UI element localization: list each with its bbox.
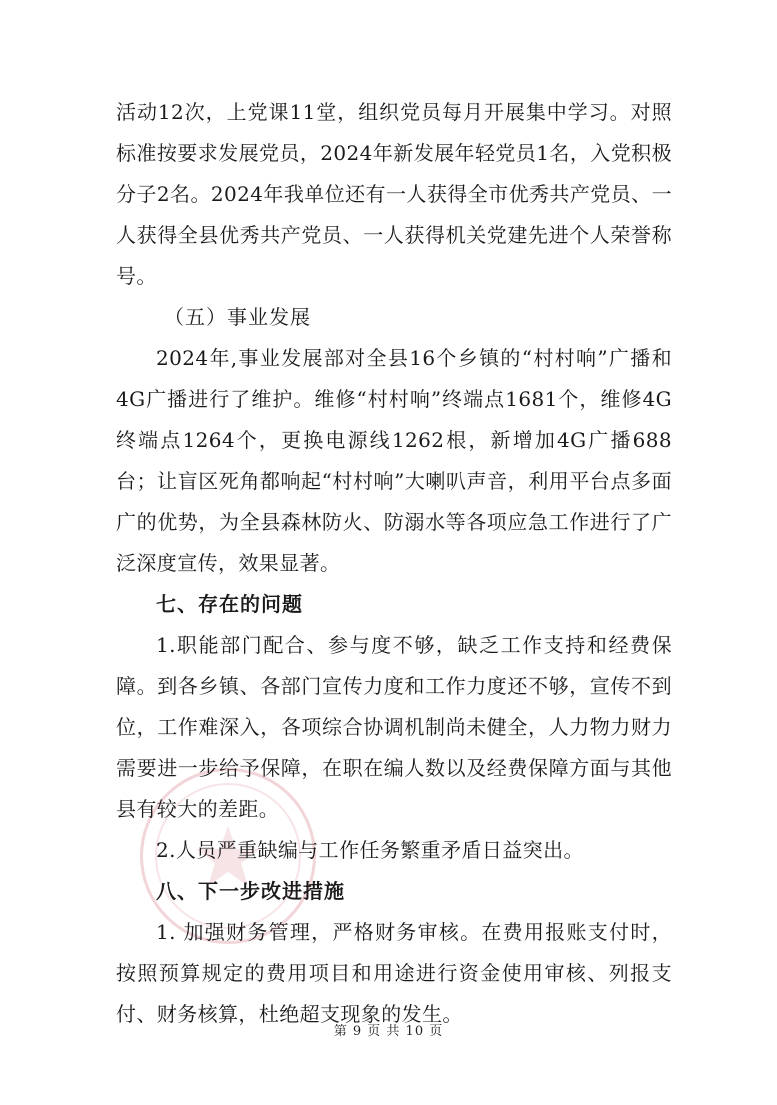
paragraph-problem-1: 1.职能部门配合、参与度不够，缺乏工作支持和经费保障。到各乡镇、各部门宣传力度和工作力度还不够，宣传不到位，工作难深入，各项综合协调机制尚未健全，人力物力财力需要进一步给予保障，在职在编人数以及经费保障方面与其他县有较大的差距。 — [116, 633, 672, 821]
paragraph-broadcast-maintenance: 2024年,事业发展部对全县16个乡镇的“村村响”广播和4G广播进行了维护。维修“村村响”终端点1681个，维修4G终端点1264个，更换电源线1262根，新增加4G广播688台；让盲区死角都响起“村村响”大喇叭声音，利用平台点多面广的优势，为全县森林防火、防溺水等各项应急工作进行了广泛深度宣传，效果显著。 — [116, 346, 672, 575]
heading-improvement-measures: 八、下一步改进措施 — [156, 879, 345, 903]
heading-career-development: （五）事业发展 — [164, 305, 311, 329]
heading-existing-problems: 七、存在的问题 — [156, 592, 303, 616]
paragraph-problem-2: 2.人员严重缺编与工作任务繁重矛盾日益突出。 — [156, 838, 584, 862]
paragraph-measure-1: 1. 加强财务管理，严格财务审核。在费用报账支付时，按照预算规定的费用项目和用途进行资金使用审核、列报支付、财务核算，杜绝超支现象的发生。 — [116, 920, 672, 1026]
page-footer: 第 9 页 共 10 页 — [333, 1024, 444, 1039]
document-body — [116, 92, 672, 1035]
paragraph-party-activities: 活动12次，上党课11堂，组织党员每月开展集中学习。对照标准按要求发展党员，2024年新发展年轻党员1名，入党积极分子2名。2024年我单位还有一人获得全市优秀共产党员、一人获得全县优秀共产党员、一人获得机关党建先进个人荣誉称号。 — [116, 100, 672, 288]
